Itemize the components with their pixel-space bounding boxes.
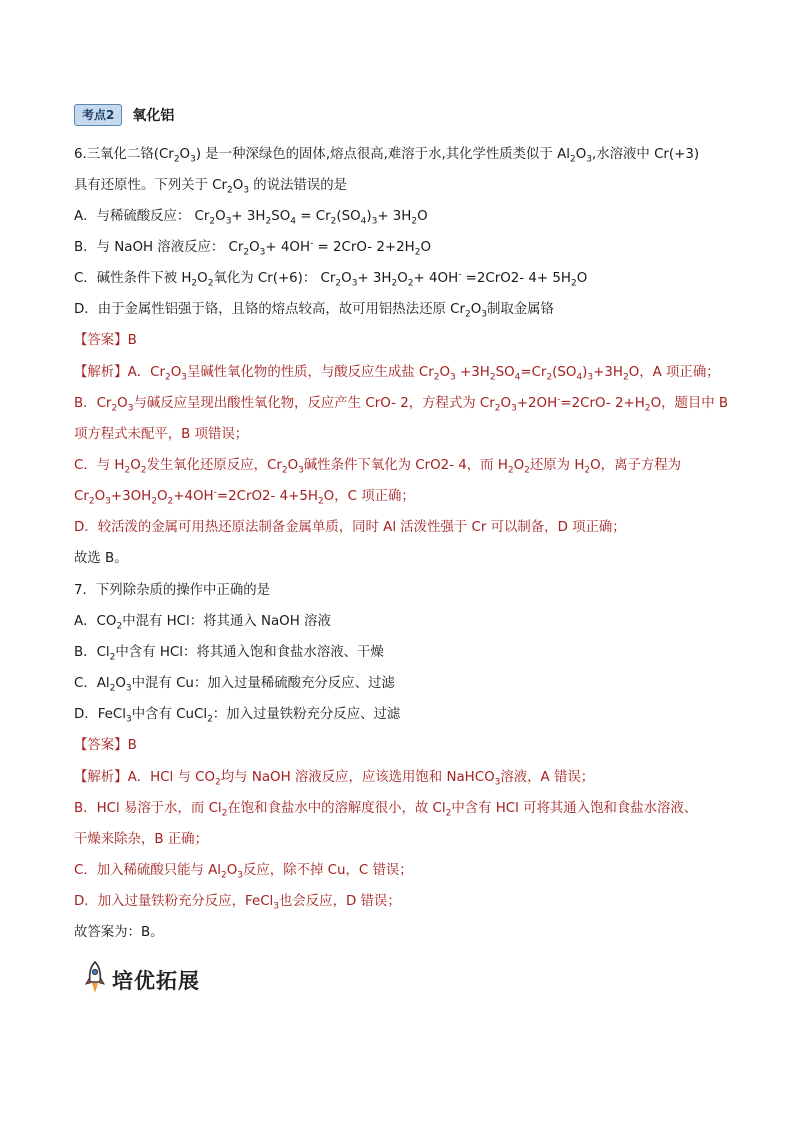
q6-explanation-a: 【解析】A．$Cr_2O_3$呈碱性氧化物的性质，与酸反应生成盐 $Cr_2O_3 +3H_2SO_4=Cr_2(SO_4)_3+3H_2O$，A 项正确； (74, 365, 720, 383)
q7-explanation-b2: 干燥来除杂，B 正确； (74, 832, 208, 847)
q6-option-a: A．与稀硫酸反应： $Cr_2O_3+ 3H_2SO_4 = Cr_2(SO_4)_3+ 3H_2O$ (74, 209, 428, 227)
q6-explanation-d: D．较活泼的金属可用热还原法制备金属单质，同时 Al 活泼性强于 Cr 可以制备，D 项正确； (74, 520, 626, 535)
q7-option-c: C．$Al_2O_3$中混有 Cu：加入过量稀硫酸充分反应、过滤 (74, 676, 395, 694)
q6-option-d: D．由于金属性铝强于铬，且铬的熔点较高，故可用铝热法还原 $Cr_2O_3$制取金属铬 (74, 302, 554, 320)
q7-stem: 7．下列除杂质的操作中正确的是 (74, 583, 270, 598)
brand-text: 培优拓展 (112, 969, 200, 993)
q6-stem-line2: 具有还原性。下列关于 $Cr_2O_3$ 的说法错误的是 (74, 178, 348, 196)
section-title: 氧化铝 (132, 108, 175, 124)
section-badge: 考点2 (74, 104, 122, 126)
q7-explanation-c: C．加入稀硫酸只能与 $Al_2O_3$反应，除不掉 Cu，C 错误； (74, 863, 413, 881)
q6-stem-line1: 6.三氧化二铬$(Cr_2O_3)$ 是一种深绿色的固体,熔点很高,难溶于水,其化学性质类似于 $Al_2O_3$,水溶液中 Cr(+3) (74, 147, 700, 165)
q7-option-d: D．FeCl$_3$中含有 CuCl$_2$：加入过量铁粉充分反应、过滤 (74, 707, 401, 725)
brand-logo (84, 960, 200, 1000)
q6-explanation-c1: C．与 $H_2O_2$发生氧化还原反应，$Cr_2O_3$碱性条件下氧化为 CrO2- 4，而 $H_2O_2$还原为 $H_2O$，离子方程为 (74, 458, 682, 476)
section-header (74, 103, 174, 127)
q7-explanation-b1: B．HCl 易溶于水，而 $Cl_2$在饱和食盐水中的溶解度很小，故 $Cl_2$中含有 HCl 可将其通入饱和食盐水溶液、 (74, 801, 698, 819)
q6-explanation-b1: B．$Cr_2O_3$与碱反应呈现出酸性氧化物，反应产生 CrO- 2，方程式为 $Cr_2O_3+2OH^-=2CrO-$ $2+H_2O$，题目中 B (74, 394, 729, 414)
q6-option-c: C．碱性条件下被 $H_2O_2$氧化为 Cr(+6)： $Cr_2O_3+ 3H_2O_2+ 4OH^- =2CrO2-$ $4+ 5H_2O$ (74, 269, 588, 289)
rocket-icon (84, 960, 106, 1000)
q6-option-b: B．与 NaOH 溶液反应： $Cr_2O_3+ 4OH^- = 2CrO-$ $2+2H_2O$ (74, 238, 431, 258)
q6-explanation-c2: $Cr_2O_3+3OH_2O_2+4OH^-=2CrO2-$ $4+5H_2O$，C 项正确； (74, 487, 415, 507)
q7-option-b: B．$Cl_2$中含有 HCl：将其通入饱和食盐水溶液、干燥 (74, 645, 384, 663)
q7-conclusion: 故答案为：B。 (74, 925, 164, 940)
q7-answer: 【答案】B (74, 738, 137, 753)
q6-conclusion: 故选 B。 (74, 551, 128, 566)
q6-explanation-b2: 项方程式未配平，B 项错误； (74, 427, 249, 442)
q7-explanation-a: 【解析】A．HCl 与 $CO_2$均与 NaOH 溶液反应，应该选用饱和 NaHCO$_3$溶液，A 错误； (74, 770, 595, 788)
q7-explanation-d: D．加入过量铁粉充分反应，FeCl$_3$也会反应，D 错误； (74, 894, 401, 912)
q7-option-a: A．$CO_2$中混有 HCl：将其通入 NaOH 溶液 (74, 614, 331, 632)
q6-answer: 【答案】B (74, 333, 137, 348)
